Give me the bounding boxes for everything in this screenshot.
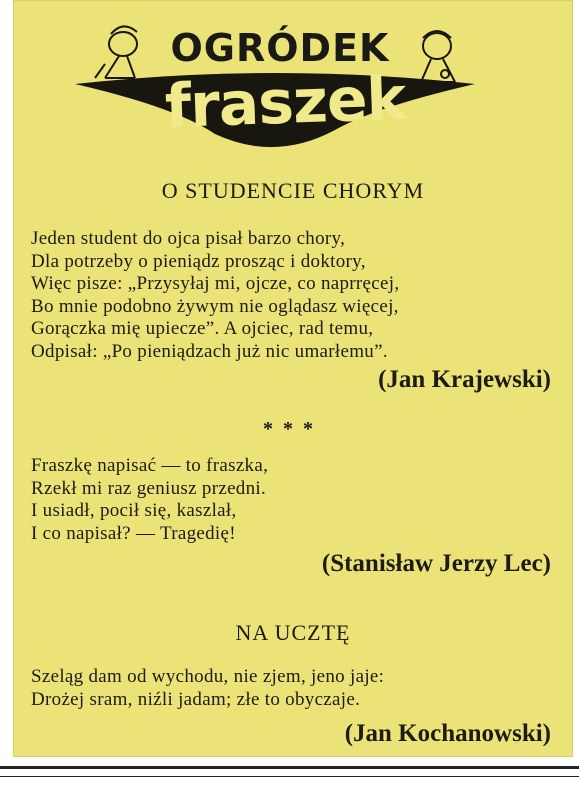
masthead-title-bottom: fraszek bbox=[163, 63, 407, 142]
asterism-divider: *** bbox=[263, 418, 323, 440]
poem-stanza bbox=[31, 455, 551, 545]
poem-line: Więc pisze: „Przysyłaj mi, ojcze, co naprręcej, bbox=[31, 273, 400, 294]
newspaper-clipping bbox=[13, 0, 573, 757]
author-credit: (Jan Kochanowski) bbox=[344, 720, 551, 747]
page-rule bbox=[0, 776, 579, 777]
caricature-figure-right-icon bbox=[421, 31, 455, 82]
poem-stanza bbox=[31, 666, 551, 711]
poem-line: Bo mnie podobno żywym nie oglądasz więcej, bbox=[31, 295, 399, 317]
poem-title: O STUDENCIE CHORYM bbox=[161, 178, 425, 203]
author-credit: (Jan Krajewski) bbox=[378, 366, 551, 393]
caricature-figure-left-icon bbox=[95, 26, 137, 78]
poem-line: Jeden student do ojca pisał barzo chory, bbox=[31, 228, 346, 249]
poem-line: I co napisał? — Tragedię! bbox=[31, 522, 236, 544]
poem-line: Gorączka mię upiecze”. A ojciec, rad temu, bbox=[31, 318, 374, 339]
poem-title: NA UCZTĘ bbox=[235, 620, 351, 645]
masthead bbox=[75, 12, 475, 162]
poem-stanza bbox=[31, 228, 551, 363]
poem-line: Odpisał: „Po pieniądzach już nic umarłemu”. bbox=[31, 340, 388, 362]
poem-line: Szeląg dam od wychodu, nie zjem, jeno jaje: bbox=[31, 666, 385, 687]
poem-line: Drożej sram, niźli jadam; złe to obyczaje. bbox=[31, 688, 361, 710]
poem-line: Rzekł mi raz geniusz przedni. bbox=[31, 477, 267, 499]
author-credit: (Stanisław Jerzy Lec) bbox=[321, 550, 551, 577]
poem-line: I usiadł, pocił się, kaszlał, bbox=[31, 500, 237, 521]
poem-line: Dla potrzeby o pieniądz prosząc i doktory, bbox=[31, 250, 366, 272]
page-rule bbox=[0, 766, 579, 769]
poem-line: Fraszkę napisać — to fraszka, bbox=[31, 455, 269, 476]
masthead-title-top: OGRÓDEK bbox=[170, 26, 390, 70]
